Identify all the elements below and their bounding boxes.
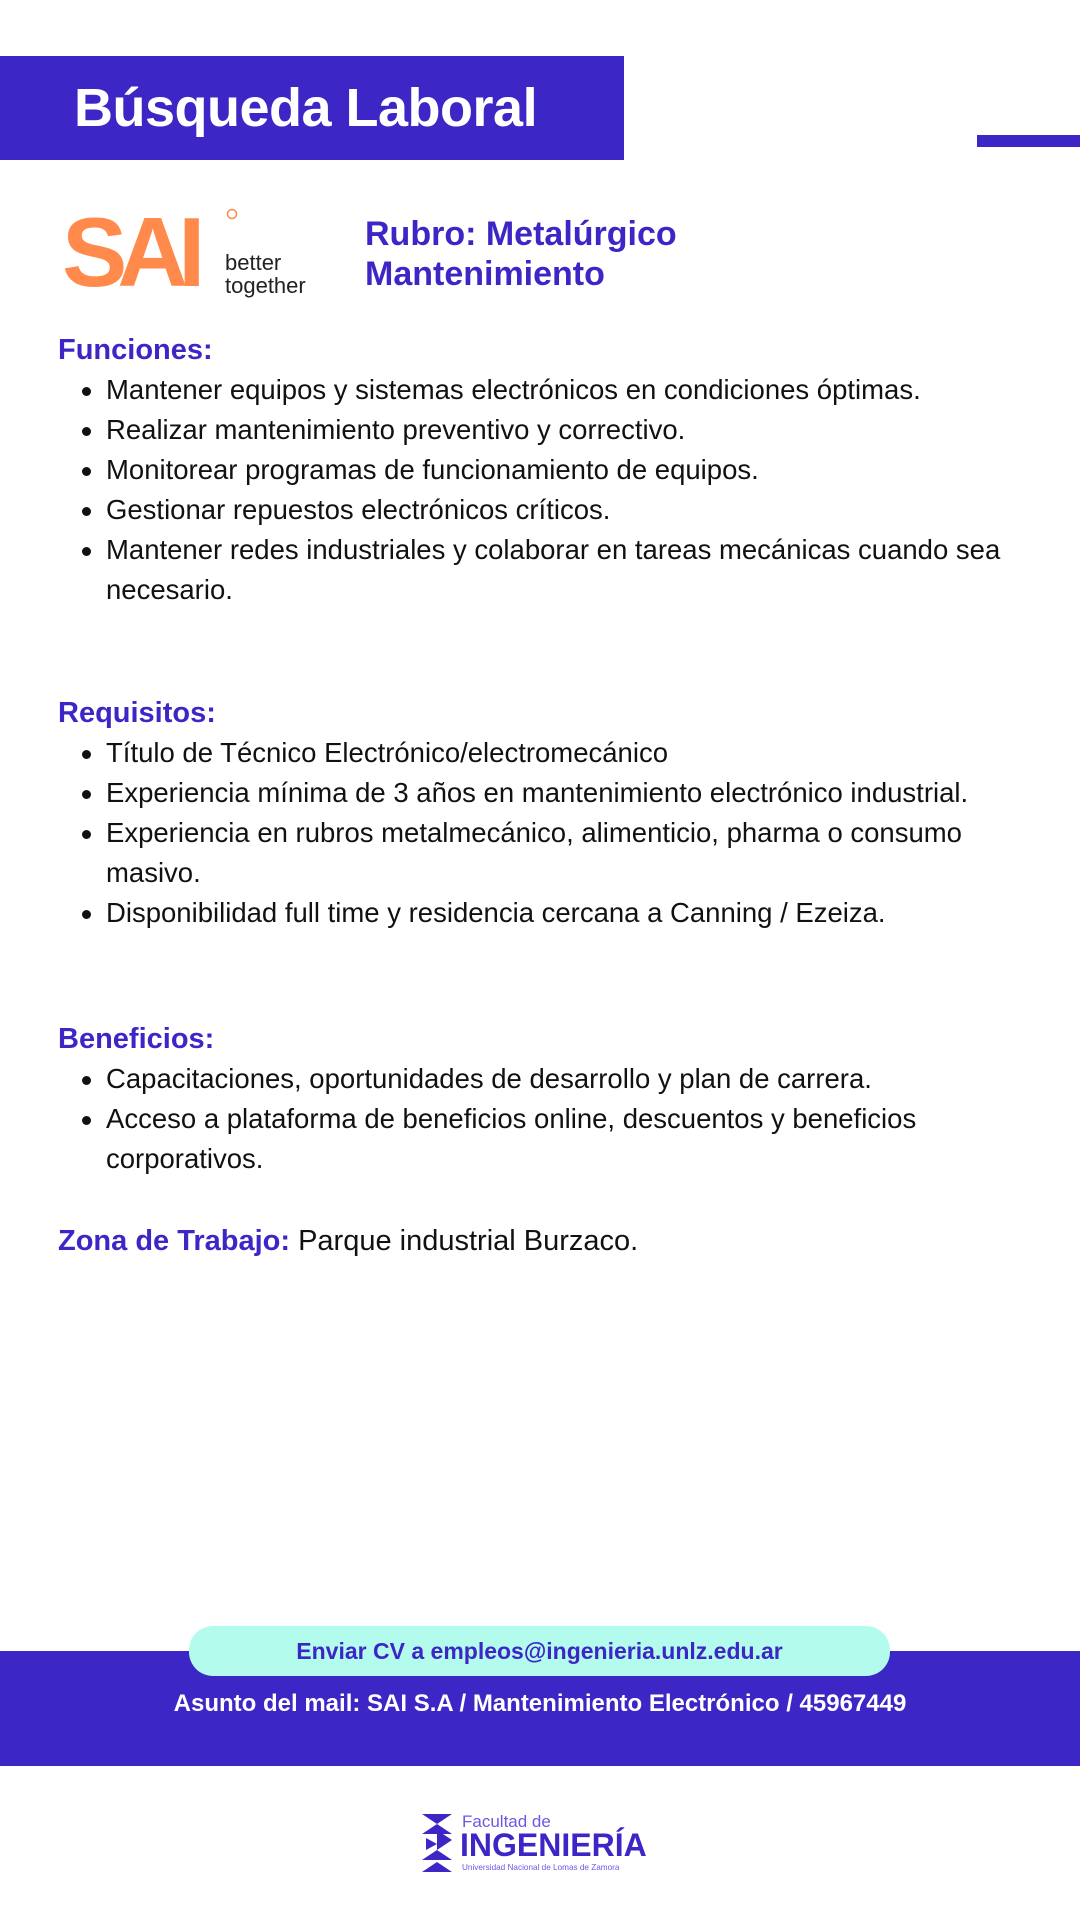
list-item [58, 410, 1018, 450]
send-cv-email-link[interactable]: Enviar CV a empleos@ingenieria.unlz.edu.ar [189, 1626, 890, 1676]
list-item-text: Título de Técnico Electrónico/electromecánico [106, 737, 668, 768]
beneficios-title: Beneficios: [58, 1023, 215, 1055]
accent-line [977, 135, 1080, 147]
bullet-icon [82, 910, 91, 919]
bullet-icon [82, 507, 91, 516]
list-item-text: Gestionar repuestos electrónicos críticos. [106, 494, 611, 525]
bullet-icon [82, 1116, 91, 1125]
sai-tagline-2: together [225, 273, 306, 298]
zona-value: Parque industrial Burzaco. [290, 1225, 639, 1257]
list-item [58, 530, 1018, 610]
sai-logo-text: SAI [62, 200, 196, 300]
list-item-text: Capacitaciones, oportunidades de desarrollo y plan de carrera. [106, 1063, 872, 1094]
bullet-icon [82, 427, 91, 436]
list-item [58, 893, 1018, 933]
bullet-icon [82, 467, 91, 476]
list-item-text: Mantener redes industriales y colaborar en tareas mecánicas cuando sea necesario. [106, 534, 1001, 605]
funciones-list [58, 370, 1018, 610]
bullet-icon [82, 790, 91, 799]
facultad-line-1: Facultad de [462, 1812, 551, 1831]
ingenieria-emblem-icon [422, 1814, 452, 1872]
bullet-icon [82, 750, 91, 759]
list-item [58, 490, 1018, 530]
beneficios-list [58, 1059, 1018, 1179]
list-item-text: Experiencia en rubros metalmecánico, alimenticio, pharma o consumo masivo. [106, 817, 962, 888]
rubro-heading [365, 214, 677, 294]
list-item-text: Disponibilidad full time y residencia cercana a Canning / Ezeiza. [106, 897, 886, 928]
list-item [58, 773, 1018, 813]
facultad-line-3: Universidad Nacional de Lomas de Zamora [462, 1863, 620, 1872]
requisitos-list [58, 733, 1018, 933]
list-item [58, 813, 1018, 893]
funciones-title: Funciones: [58, 334, 213, 366]
list-item [58, 450, 1018, 490]
list-item [58, 370, 1018, 410]
list-item [58, 1059, 1018, 1099]
rubro-line-1: Rubro: Metalúrgico [365, 215, 677, 253]
bullet-icon [82, 547, 91, 556]
requisitos-section [58, 693, 1018, 933]
list-item-text: Mantener equipos y sistemas electrónicos en condiciones óptimas. [106, 374, 921, 405]
rubro-line-2: Mantenimiento [365, 255, 605, 293]
funciones-section [58, 330, 1018, 610]
email-subject: Asunto del mail: SAI S.A / Mantenimiento Electrónico / 45967449 [173, 1690, 907, 1717]
facultad-ingenieria-logo [418, 1810, 668, 1876]
beneficios-section [58, 1019, 1018, 1179]
list-item [58, 733, 1018, 773]
zona-de-trabajo [58, 1221, 638, 1261]
sai-tagline-1: better [225, 250, 282, 275]
list-item [58, 1099, 1018, 1179]
list-item-text: Monitorear programas de funcionamiento de equipos. [106, 454, 759, 485]
page-title: Búsqueda Laboral [74, 78, 538, 138]
bullet-icon [82, 830, 91, 839]
list-item-text: Acceso a plataforma de beneficios online, descuentos y beneficios corporativos. [106, 1103, 917, 1174]
requisitos-title: Requisitos: [58, 697, 216, 729]
bullet-icon [82, 1076, 91, 1085]
facultad-line-2: INGENIERÍA [460, 1827, 647, 1863]
list-item-text: Realizar mantenimiento preventivo y correctivo. [106, 414, 686, 445]
sai-logo [62, 200, 322, 300]
zona-label: Zona de Trabajo: [58, 1225, 291, 1257]
registered-icon [228, 210, 237, 219]
bullet-icon [82, 387, 91, 396]
list-item-text: Experiencia mínima de 3 años en mantenimiento electrónico industrial. [106, 777, 969, 808]
